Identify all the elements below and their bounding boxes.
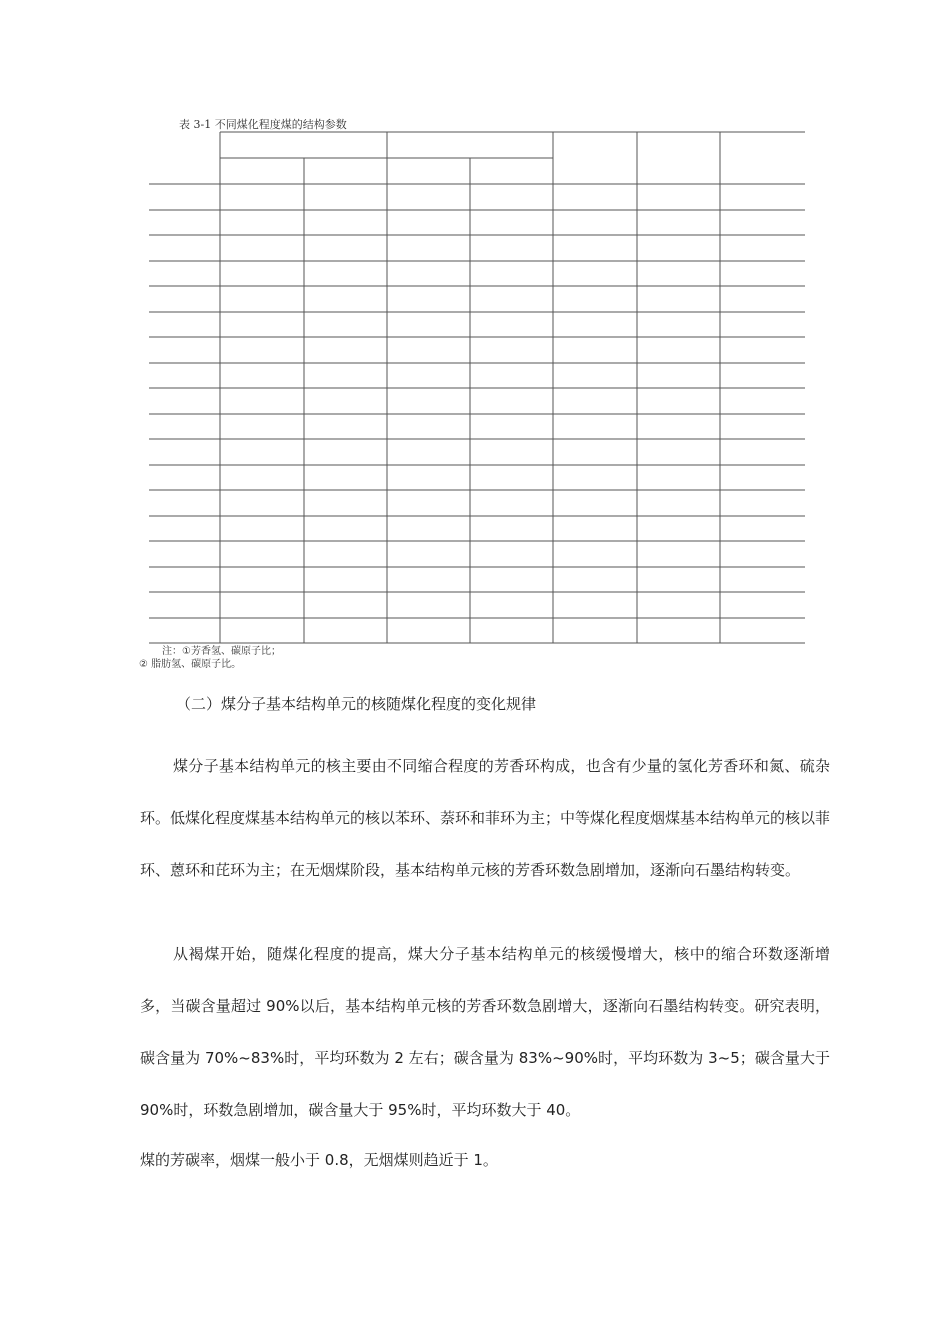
paragraph-1: 煤分子基本结构单元的核主要由不同缩合程度的芳香环构成，也含有少量的氢化芳香环和氮、硫杂环。低煤化程度煤基本结构单元的核以苯环、萘环和菲环为主；中等煤化程度烟煤基本结构单元的核以菲环、蒽环和芘环为主；在无烟煤阶段，基本结构单元核的芳香环数急剧增加，逐渐向石墨结构转变。: [140, 757, 831, 879]
table-note-1: 注：①芳香氢、碳原子比；: [162, 646, 281, 657]
table-grid-lines: [149, 132, 805, 643]
table-note-2: ② 脂肪氢、碳原子比。: [139, 659, 242, 670]
paragraph-2: 从褐煤开始，随煤化程度的提高，煤大分子基本结构单元的核缓慢增大，核中的缩合环数逐渐增多，当碳含量超过 90%以后，基本结构单元核的芳香环数急剧增大，逐渐向石墨结构转变。研究表明，碳含量为 70%~83%时，平均环数为 2 左右；碳含量为 83%~90%时，平均环数为 3~5；碳含量大于 90%时，环数急剧增加，碳含量大于 95%时，平均环数大于 40。: [140, 945, 830, 1119]
structure-parameter-table: [0, 0, 950, 660]
section-heading: （二）煤分子基本结构单元的核随煤化程度的变化规律: [176, 695, 537, 713]
paragraph-3: 煤的芳碳率，烟煤一般小于 0.8，无烟煤则趋近于 1。: [140, 1151, 498, 1169]
table-caption: 表 3-1 不同煤化程度煤的结构参数: [179, 118, 347, 131]
